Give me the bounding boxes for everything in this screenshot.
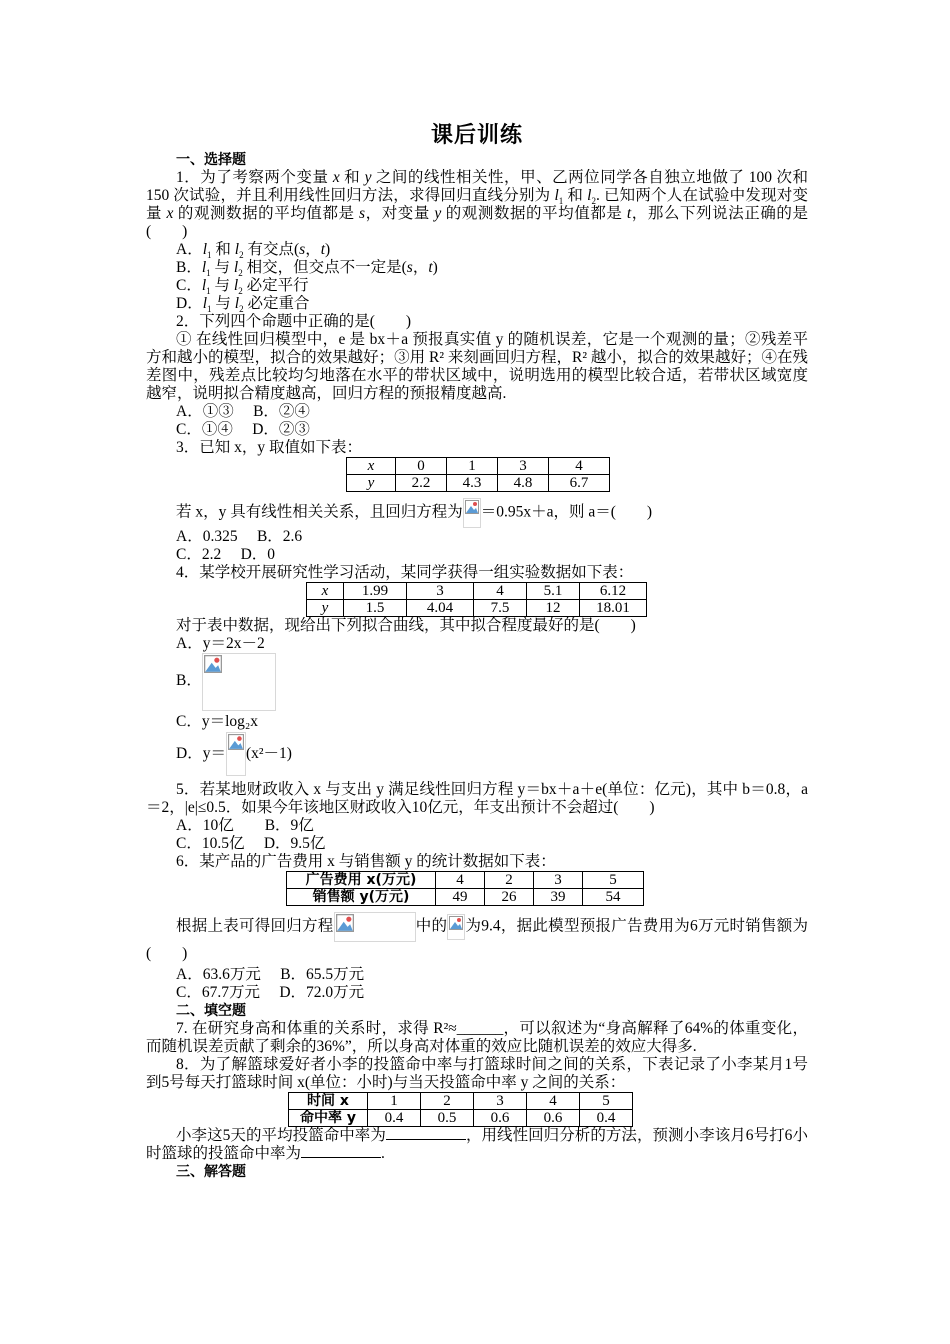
question-5: 5．若某地财政收入 x 与支出 y 满足线性回归方程 y＝bx＋a＋e(单位：亿元)，其中 b＝0.8，a＝2，|e|≤0.5．如果今年该地区财政收入10亿元，年支出预计不会超过( ) [146, 781, 808, 816]
q4-table [306, 582, 647, 617]
missing-image-icon [226, 732, 246, 776]
question-8: 8．为了解篮球爱好者小李的投篮命中率与打篮球时间之间的关系，下表记录了小李某月1号到5号每天打篮球时间 x(单位：小时)与当天投篮命中率 y 之间的关系： [146, 1056, 808, 1091]
q3-question: 若 x，y 具有线性相关关系，且回归方程为 ＝0.95x＋a，则 a＝( ) [146, 498, 808, 528]
table-cell: 6.7 [549, 475, 610, 492]
table-cell: 4.3 [447, 475, 498, 492]
q8-question: 小李这5天的平均投篮命中率为 ，用线性回归分析的方法，预测小李该月6号打6小时篮球的投篮命中率为 . [146, 1127, 808, 1162]
table-cell: 广告费用 x(万元) [287, 872, 436, 889]
table-cell: 0.4 [368, 1110, 421, 1127]
q4-option-a: A．y＝2x－2 [176, 635, 265, 652]
q3-table [346, 457, 610, 492]
q4-option-c: C．y＝log₂x [176, 713, 259, 730]
table-row [289, 1093, 633, 1110]
missing-image-icon [463, 498, 481, 528]
table-row [287, 872, 644, 889]
section-heading-choice: 一、选择题 [176, 152, 246, 168]
question-2-stem: 2．下列四个命题中正确的是( ) [176, 313, 412, 330]
q6-options-cd: C．67.7万元 D．72.0万元 [176, 984, 365, 1001]
q3-options-ab: A．0.325 B．2.6 [176, 528, 303, 545]
section-heading-answer: 三、解答题 [176, 1164, 246, 1180]
table-cell: 2.2 [396, 475, 447, 492]
table-cell: 39 [534, 889, 583, 906]
table-cell: 0.6 [474, 1110, 527, 1127]
table-cell: 1.5 [344, 600, 407, 617]
table-cell: 4.04 [407, 600, 474, 617]
question-3-stem: 3．已知 x，y 取值如下表： [176, 439, 363, 456]
table-cell: y [307, 600, 344, 617]
q4-option-d: D．y＝ (x²－1) [146, 731, 808, 777]
q4-option-b: B． [146, 653, 808, 709]
table-cell: 4 [474, 583, 527, 600]
q6-options-ab: A．63.6万元 B．65.5万元 [176, 966, 365, 983]
table-cell: 0.5 [421, 1110, 474, 1127]
table-cell: 3 [474, 1093, 527, 1110]
table-cell: 时间 x [289, 1093, 368, 1110]
table-cell: 0 [396, 458, 447, 475]
q5-options-cd: C．10.5亿 D．9.5亿 [176, 835, 326, 852]
table-row [307, 583, 647, 600]
table-cell: 12 [527, 600, 580, 617]
missing-image-icon [447, 914, 465, 940]
table-cell: 4 [527, 1093, 580, 1110]
q1-option-a: A．$l_1$ 和 $l_2$ 有交点(s，t) [176, 241, 331, 261]
table-cell: 3 [498, 458, 549, 475]
table-cell: 0.4 [580, 1110, 633, 1127]
q1-option-c: C．$l_1$ 与 $l_2$ 必定平行 [176, 277, 309, 297]
table-cell: 2 [421, 1093, 474, 1110]
q2-options-cd: C．①④ D．②③ [176, 421, 310, 438]
table-cell: 54 [583, 889, 644, 906]
q3-options-cd: C．2.2 D．0 [176, 546, 276, 563]
table-cell: 1 [368, 1093, 421, 1110]
table-cell: 3 [534, 872, 583, 889]
answer-blank[interactable] [386, 1139, 466, 1140]
question-1: 1．为了考察两个变量 x 和 y 之间的线性相关性，甲、乙两位同学各自独立地做了 100 次和 150 次试验，并且利用线性回归方法，求得回归直线分别为 $l_1$ 和 $l_2$. 已知两个人在试验中发现对变量 x 的观测数据的平均值都是 s，对变量 y 的观测数据的平均值都是 t，那么下列说法正确的是( ) [146, 169, 808, 240]
answer-blank[interactable] [301, 1157, 381, 1158]
table-cell: 4 [549, 458, 610, 475]
table-cell: 49 [436, 889, 485, 906]
table-cell: 5 [580, 1093, 633, 1110]
table-row [307, 600, 647, 617]
missing-image-icon [202, 653, 276, 711]
table-cell: 5.1 [527, 583, 580, 600]
table-cell: y [347, 475, 396, 492]
q8-table [288, 1092, 633, 1127]
table-cell: 7.5 [474, 600, 527, 617]
worksheet [146, 118, 808, 1181]
section-heading-fill: 二、填空题 [176, 1003, 246, 1019]
table-row [347, 475, 610, 492]
question-6-stem: 6．某产品的广告费用 x 与销售额 y 的统计数据如下表： [176, 853, 556, 870]
q5-options-ab: A．10亿 B．9亿 [176, 817, 314, 834]
table-cell: 3 [407, 583, 474, 600]
question-7: 7. 在研究身高和体重的关系时，求得 R²≈______，可以叙述为“身高解释了64%的体重变化，而随机误差贡献了剩余的36%”，所以身高对体重的效应比随机误差的效应大得多. [146, 1020, 808, 1055]
q6-question: 根据上表可得回归方程 中的 为9.4，据此模型预报广告费用为6万元时销售额为( ) [146, 912, 808, 966]
table-cell: 6.12 [580, 583, 647, 600]
table-cell: 1.99 [344, 583, 407, 600]
q2-options-ab: A．①③ B．②④ [176, 403, 310, 420]
table-cell: 4 [436, 872, 485, 889]
table-cell: 2 [485, 872, 534, 889]
q1-option-d: D．$l_1$ 与 $l_2$ 必定重合 [176, 295, 310, 315]
table-cell: 18.01 [580, 600, 647, 617]
q1-option-b: B．$l_1$ 与 $l_2$ 相交，但交点不一定是(s，t) [176, 259, 438, 279]
table-cell: 销售额 y(万元) [287, 889, 436, 906]
table-row [347, 458, 610, 475]
page-title: 课后训练 [430, 123, 523, 148]
table-cell: 26 [485, 889, 534, 906]
q4-question: 对于表中数据，现给出下列拟合曲线，其中拟合程度最好的是( ) [176, 617, 636, 634]
table-cell: 0.6 [527, 1110, 580, 1127]
table-cell: x [347, 458, 396, 475]
table-cell: x [307, 583, 344, 600]
table-cell: 4.8 [498, 475, 549, 492]
question-4-stem: 4．某学校开展研究性学习活动，某同学获得一组实验数据如下表： [176, 564, 634, 581]
table-row [289, 1110, 633, 1127]
question-2-body: ① 在线性回归模型中，e 是 bx＋a 预报真实值 y 的随机误差，它是一个观测的量；②残差平方和越小的模型，拟合的效果越好；③用 R² 来刻画回归方程，R² 越小，拟合的效果越好；④在残差图中，残差点比较均匀地落在水平的带状区域中，说明选用的模型比较合适，若带状区域宽度越窄，说明拟合精度越高，回归方程的预报精度越高. [146, 331, 808, 402]
table-cell: 1 [447, 458, 498, 475]
table-row [287, 889, 644, 906]
table-cell: 5 [583, 872, 644, 889]
missing-image-icon [334, 912, 416, 942]
q6-table [286, 871, 644, 906]
table-cell: 命中率 y [289, 1110, 368, 1127]
